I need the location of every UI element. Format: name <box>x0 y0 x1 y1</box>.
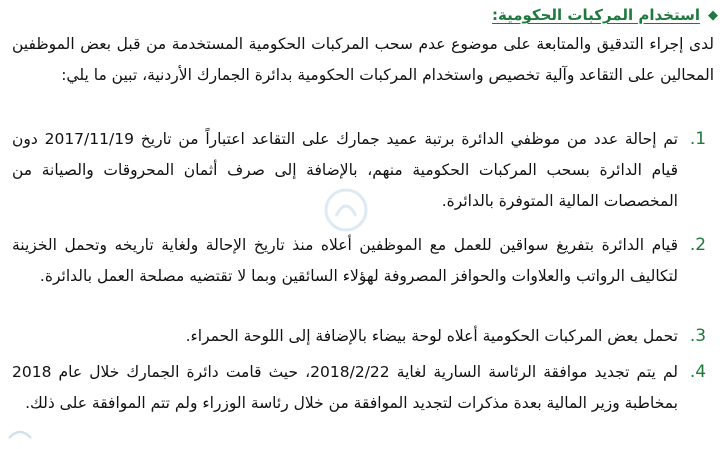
list-item <box>4 230 718 292</box>
list-item-text: لم يتم تجديد موافقة الرئاسة السارية لغاية 2018/2/22، حيث قامت دائرة الجمارك خلال عام 2018 بمخاطبة وزير المالية بعدة مذكرات لتجديد الموافقة من خلال رئاسة الوزراء ولم تتم الموافقة على ذلك. <box>12 363 678 412</box>
diamond-icon: ◆ <box>708 7 718 23</box>
intro-paragraph: لدى إجراء التدقيق والمتابعة على موضوع عدم سحب المركبات الحكومية المستخدمة من قبل بعض الموظفين المحالين على التقاعد وآلية تخصيص واستخدام المركبات الحكومية بدائرة الجمارك الأردنية، تبين ما يلي: <box>12 35 714 84</box>
watermark-logo <box>322 186 370 234</box>
list-item-number: 2. <box>689 235 707 255</box>
list-item <box>4 321 718 352</box>
list-item <box>4 357 718 419</box>
list-item-text: تم إحالة عدد من موظفي الدائرة برتبة عميد جمارك على التقاعد اعتباراً من تاريخ 2017/11/19 دون قيام الدائرة بسحب المركبات الحكومية منهم، بالإضافة إلى صرف أثمان المحروقات والصيانة من المخصصات المالية المتوفرة بالدائرة. <box>12 130 678 210</box>
list-item-number: 1. <box>689 129 707 149</box>
watermark-logo-small <box>6 424 34 444</box>
list-item-number: 4. <box>689 362 707 382</box>
section-heading-row <box>492 4 718 26</box>
list-item-text: تحمل بعض المركبات الحكومية أعلاه لوحة بيضاء بالإضافة إلى اللوحة الحمراء. <box>185 327 678 345</box>
section-heading: استخدام المركبات الحكومية: <box>491 6 700 24</box>
list-item-text: قيام الدائرة بتفريغ سواقين للعمل مع الموظفين أعلاه منذ تاريخ الإحالة ولغاية تاريخه وتحمل الخزينة لتكاليف الرواتب والعلاوات والحوافز المصروفة لهؤلاء السائقين وبما لا تقتضيه مصلحة العمل بالدائرة. <box>12 236 678 285</box>
list-item-number: 3. <box>689 326 707 346</box>
